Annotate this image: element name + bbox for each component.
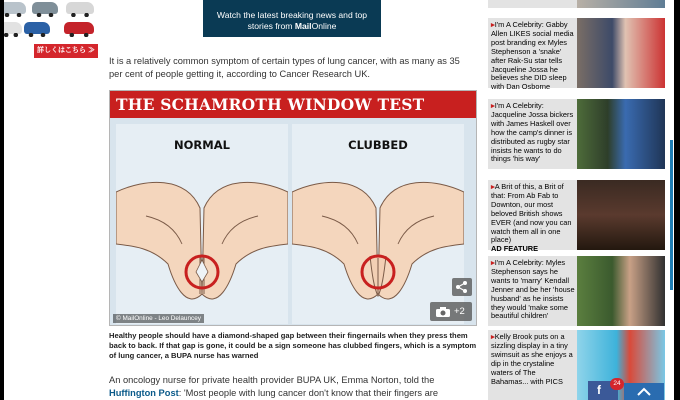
panel-clubbed [292, 124, 464, 324]
sidebar-item-ad-feature[interactable] [488, 180, 665, 254]
sidebar-item[interactable] [488, 99, 665, 169]
article-paragraph: It is a relatively common symptom of certain types of lung cancer, with as many as 35 per cent of people getting it, according to Cancer Research UK. [109, 56, 460, 79]
car-image [24, 22, 50, 34]
huffington-post-link[interactable]: Huffington Post [109, 388, 179, 398]
car-image [4, 22, 22, 34]
label-normal: NORMAL [174, 138, 230, 152]
facebook-icon: f [597, 383, 601, 397]
car-advertisement[interactable] [4, 0, 98, 62]
clubbed-fingers-illustration [292, 164, 464, 324]
figure-caption: Healthy people should have a diamond-shaped gap between their fingernails when they press them back to back. If that gap is gone, it could be a sign someone has clubbed fingers, which is a symptom of lung cancer, a BUPA nurse has warned [109, 331, 477, 361]
sidebar-thumbnail [577, 256, 665, 326]
sidebar-thumbnail [577, 180, 665, 250]
sidebar-item-headline: ▸I'm A Celebrity: Jacqueline Jossa bickers with James Haskell over how the camp's dinner is distributed as rugby star insists he wants to do things 'his way' [491, 101, 574, 164]
car-image [66, 2, 94, 14]
page [4, 0, 674, 400]
sidebar-item-headline: ▸I'm A Celebrity: Gabby Allen LIKES social media post branding ex Myles Stephenson a 'snake' after Rak-Su star tells Jacqueline Jossa he believes she DID sleep with Dan Osborne [491, 20, 574, 92]
image-credit: © MailOnline - Leo Delauncey [113, 314, 204, 323]
sidebar-thumbnail [577, 0, 665, 8]
panel-normal [116, 124, 288, 324]
car-image [64, 22, 94, 34]
car-image [32, 2, 58, 14]
video-banner-line2: stories from MailOnline [247, 21, 337, 31]
chevron-up-icon [624, 383, 664, 400]
scroll-indicator[interactable] [670, 140, 673, 290]
article-figure[interactable] [109, 90, 477, 326]
label-clubbed: CLUBBED [348, 138, 408, 152]
normal-fingers-illustration [116, 164, 288, 324]
share-button[interactable] [452, 278, 472, 296]
back-to-top-button[interactable] [624, 383, 664, 400]
ad-details-button[interactable]: 詳しくはこちら ≫ [34, 44, 98, 58]
sidebar-thumbnail [577, 99, 665, 169]
sidebar [484, 0, 666, 400]
article-paragraph-2: An oncology nurse for private health provider BUPA UK, Emma Norton, told the Huffington Post: 'Most people with lung cancer don't know that their fingers are [109, 375, 439, 398]
gallery-count: +2 [454, 306, 465, 317]
mail-logo: Mail [294, 21, 312, 31]
video-banner[interactable] [203, 0, 381, 37]
sidebar-item-headline: ▸I'm A Celebrity: Myles Stephenson says he wants to 'marry' Kendall Jenner and be her 'house husband' as he insists they would 'make some beautiful children' [491, 258, 575, 321]
sidebar-item-headline: ▸A Brit of this, a Brit of that: From Ab Fab to Downton, our most beloved British shows EVER (and now you can watch them all in one place) AD FEATURE [491, 182, 572, 254]
sidebar-item[interactable] [488, 18, 665, 92]
sidebar-thumbnail [577, 18, 665, 88]
gallery-button[interactable] [430, 302, 472, 321]
video-banner-line1: Watch the latest breaking news and top [216, 10, 368, 20]
figure-title: THE SCHAMROTH WINDOW TEST [110, 91, 476, 118]
car-image [4, 2, 26, 14]
sidebar-item-headline: ▸Kelly Brook puts on a sizzling display in a tiny swimsuit as she enjoys a dip in the crystaline waters of The Bahamas... with PICS [491, 332, 573, 386]
facebook-share-button[interactable] [588, 380, 621, 400]
share-icon [452, 278, 472, 296]
share-count-badge: 24 [610, 378, 624, 390]
camera-icon [435, 306, 451, 318]
sidebar-item-partial[interactable] [488, 0, 665, 8]
sidebar-item[interactable] [488, 256, 665, 326]
